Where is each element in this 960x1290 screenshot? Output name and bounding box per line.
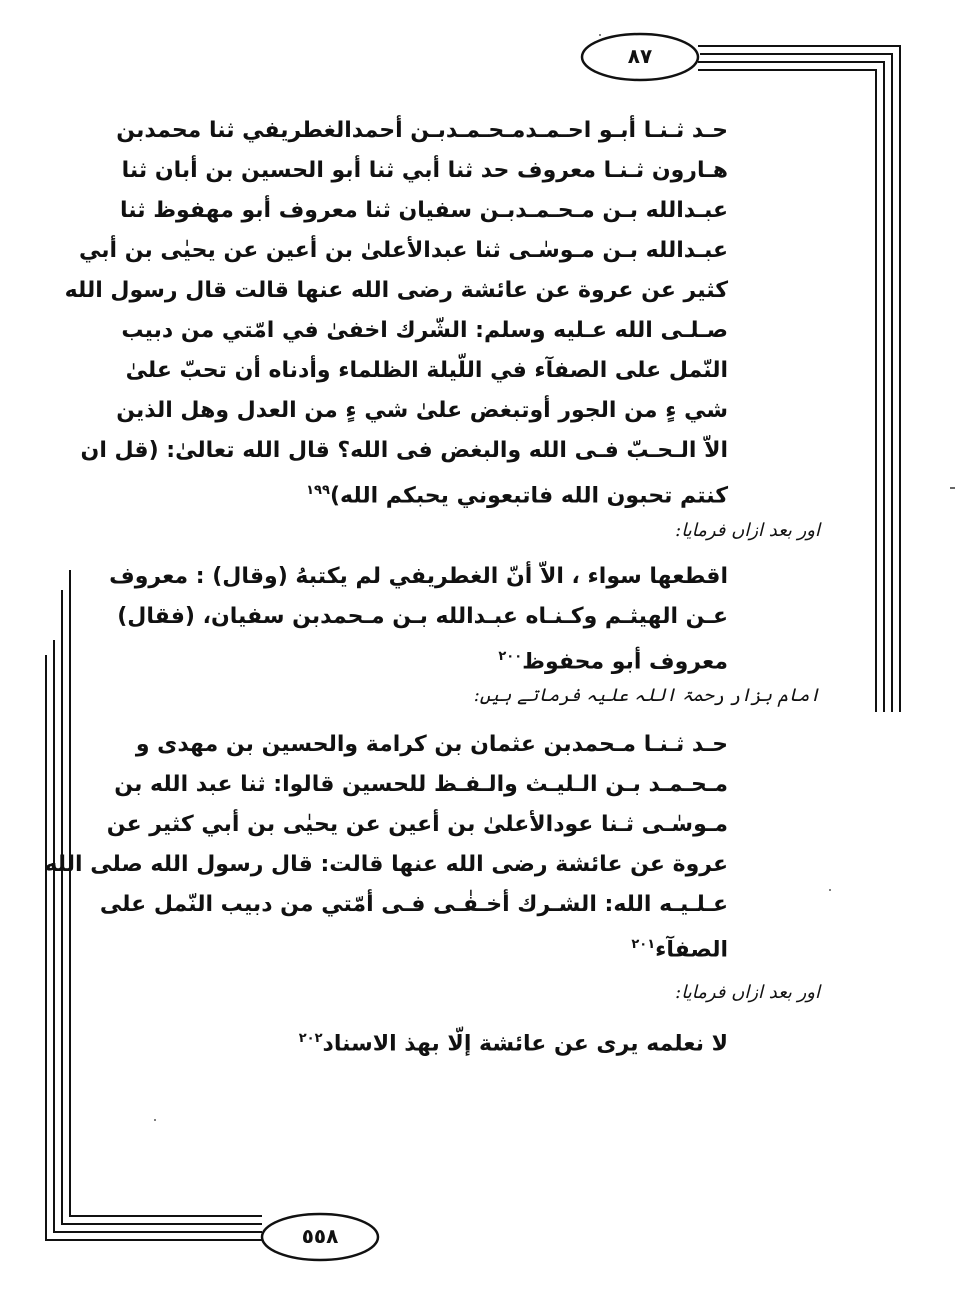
footnote-ref: ٢٠١	[631, 937, 656, 952]
text-line: حـد ثـنـا أبـو احـمـدمـحـمـدبـن أحمدالغطريفي ثنا محمدبن	[116, 118, 728, 143]
text: معروف أبو محفوظ	[522, 649, 728, 675]
urdu-caption-1: اور بعد ازاں فرمایا:	[675, 520, 820, 541]
text-line-last	[138, 1024, 728, 1059]
text-line: كثير عن عروة عن عائشة رضى الله عنها قالت قال رسول الله	[64, 278, 728, 303]
text-line-last	[138, 476, 728, 511]
text: لا نعلمه يرى عن عائشة إلّا بهذ الاسناد	[322, 1031, 728, 1057]
footnote-ref: ٢٠٠	[498, 649, 523, 664]
text-line: هـارون ثـنـا معروف حد ثنا أبي ثنا أبو الحسين بن أبان ثنا	[121, 158, 728, 183]
page-number-top: ٨٧	[627, 44, 653, 68]
urdu-caption-3: اور بعد ازاں فرمایا:	[675, 982, 820, 1003]
text-line: حـد ثـنـا مـحمدبن عثمان بن كرامة والحسين بن مهدى و	[135, 732, 728, 757]
urdu-caption-2: امام بزار رحمۃ اللہ علیہ فرماتے ہیں:	[473, 685, 820, 706]
text-line-last	[138, 642, 728, 677]
text-line: الاّ الـحـبّ فـى الله والبغض فى الله؟ قال الله تعالىٰ: (قل ان	[80, 438, 728, 463]
text-line: عـلـيـه الله: الشـرك أخـفٰـى فـى أمّتي من دبيب النّمل على	[99, 892, 728, 917]
text-line-last	[138, 930, 728, 965]
text-line: صـلـى الله عـليه وسلم: الشّرك اخفىٰ في امّتي من دبيب	[121, 318, 728, 343]
page-number-bottom: ٥٥٨	[301, 1224, 339, 1248]
footnote-ref: ١٩٩	[306, 483, 330, 498]
text-line: عروة عن عائشة رضى الله عنها قالت: قال رسول الله صلى الله	[44, 852, 728, 877]
text-line: مـوسٰـى ثـنا عودالأعلىٰ بن أعين عن يحيٰى بن أبي كثير عن	[106, 812, 728, 837]
text-line: عبـدالله بـن مـحـمـدبـن سفيان ثنا معروف أبو مهفوظ ثنا	[120, 198, 728, 223]
text: الصفآء	[655, 937, 728, 963]
text-line: النّمل على الصفآء في اللّيلة الظلماء وأدناه أن تحبّ علىٰ	[125, 358, 728, 383]
text-line: اقطعها سواء ، الاّ أنّ الغطريفي لم يكتبهُ (وقال) : معروف	[109, 564, 728, 589]
text-line: عبـدالله بـن مـوسٰـى ثنا عبدالأعلىٰ بن أعين عن يحيٰى بن أبي	[79, 238, 728, 263]
text-line: شي ءٍ من الجور أوتبغض علىٰ شي ءٍ من العدل وهل الذين	[116, 398, 728, 423]
text-line: عـن الهيثـم وكـنـاه عبـدالله بـن مـحمدبن سفيان، (فقال)	[117, 604, 728, 629]
text: كنتم تحبون الله فاتبعوني يحبكم الله)	[329, 483, 728, 509]
text-line: مـحـمـد بـن الـليـث والـفـظ للحسين قالوا: ثنا عبد الله بن	[114, 772, 728, 797]
footnote-ref: ٢٠٢	[298, 1031, 323, 1046]
